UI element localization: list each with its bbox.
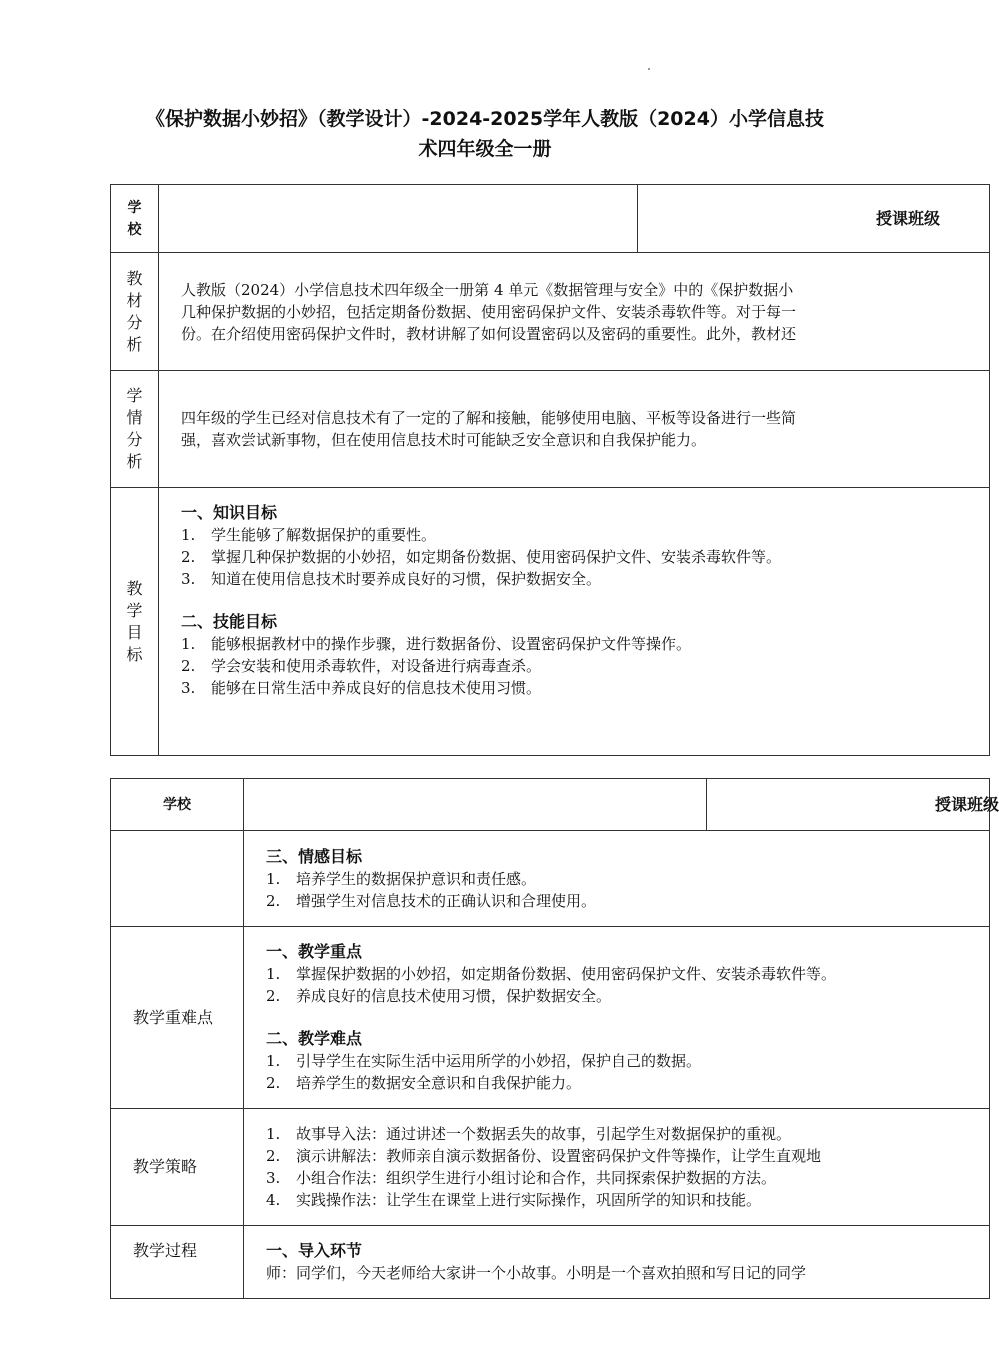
list-item: 2. 掌握几种保护数据的小妙招，如定期备份数据、使用密码保护文件、安装杀毒软件等。	[181, 548, 782, 566]
text-line: 师：同学们，今天老师给大家讲一个小故事。小明是一个喜欢拍照和写日记的同学	[266, 1264, 807, 1282]
list-item: 2. 培养学生的数据安全意识和自我保护能力。	[266, 1074, 582, 1092]
teaching-process-content	[244, 1226, 990, 1299]
textbook-analysis-content	[159, 253, 990, 371]
title-line-1: 《保护数据小妙招》（教学设计）-2024-2025学年人教版（2024）小学信息技	[146, 108, 824, 130]
teaching-goals-content	[159, 488, 990, 756]
emotion-goals-row	[111, 831, 990, 927]
emotion-goals-list	[266, 868, 989, 912]
intro-section-heading: 一、导入环节	[266, 1241, 363, 1260]
key-difficult-points-content	[244, 927, 990, 1109]
list-item: 1. 引导学生在实际生活中运用所学的小妙招，保护自己的数据。	[266, 1052, 702, 1070]
list-item: 2. 学会安装和使用杀毒软件，对设备进行病毒查杀。	[181, 657, 542, 675]
student-analysis-row	[111, 371, 990, 488]
title-line-2: 术四年级全一册	[418, 138, 552, 160]
class-label-2: 授课班级	[707, 779, 990, 831]
knowledge-goals-list	[181, 524, 989, 590]
list-item: 4. 实践操作法：让学生在课堂上进行实际操作，巩固所学的知识和技能。	[266, 1191, 762, 1209]
teaching-goals-row	[111, 488, 990, 756]
textbook-analysis-row	[111, 253, 990, 371]
teaching-goals-label: 教 学 目 标	[111, 488, 159, 756]
teaching-strategy-row	[111, 1109, 990, 1226]
teaching-process-row	[111, 1226, 990, 1299]
emotion-goals-content	[244, 831, 990, 927]
list-item: 3. 小组合作法：组织学生进行小组讨论和合作，共同探索保护数据的方法。	[266, 1169, 777, 1187]
list-item: 1. 故事导入法：通过讲述一个数据丢失的故事，引起学生对数据保护的重视。	[266, 1125, 792, 1143]
emotion-goals-heading: 三、情感目标	[266, 846, 363, 866]
skill-goals-heading: 二、技能目标	[181, 612, 278, 631]
student-analysis-label: 学 情 分 析	[111, 371, 159, 488]
text-line: 几种保护数据的小妙招，包括定期备份数据、使用密码保护文件、安装杀毒软件等。对于每一	[181, 302, 797, 321]
text-line: 四年级的学生已经对信息技术有了一定的了解和接触，能够使用电脑、平板等设备进行一些简	[181, 409, 797, 427]
page-mark	[648, 68, 650, 70]
list-item: 1. 培养学生的数据保护意识和责任感。	[266, 869, 537, 888]
lesson-plan-table-1	[110, 184, 990, 756]
teaching-process-label: 教学过程	[111, 1226, 244, 1299]
skill-goals-list	[181, 633, 989, 699]
difficult-points-heading: 二、教学难点	[266, 1029, 363, 1048]
teaching-strategy-list	[266, 1123, 989, 1211]
school-row	[111, 185, 990, 253]
textbook-analysis-label: 教 材 分 析	[111, 253, 159, 371]
school-value-cell-2	[244, 779, 707, 831]
knowledge-goals-heading: 一、知识目标	[181, 503, 278, 522]
key-points-list	[266, 963, 989, 1007]
list-item: 1. 学生能够了解数据保护的重要性。	[181, 526, 437, 544]
list-item: 2. 演示讲解法：教师亲自演示数据备份、设置密码保护文件等操作，让学生直观地	[266, 1147, 822, 1165]
school-label: 学 校	[111, 185, 159, 253]
emotion-goals-label-cell	[111, 831, 244, 927]
text-line: 强，喜欢尝试新事物，但在使用信息技术时可能缺乏安全意识和自我保护能力。	[181, 431, 707, 449]
teaching-strategy-content	[244, 1109, 990, 1226]
class-label: 授课班级	[638, 185, 990, 253]
list-item: 1. 掌握保护数据的小妙招，如定期备份数据、使用密码保护文件、安装杀毒软件等。	[266, 965, 837, 983]
difficult-points-list	[266, 1050, 989, 1094]
key-points-heading: 一、教学重点	[266, 942, 363, 961]
key-difficult-points-row	[111, 927, 990, 1109]
document-title	[60, 104, 910, 164]
teaching-strategy-label: 教学策略	[111, 1109, 244, 1226]
list-item: 3. 知道在使用信息技术时要养成良好的习惯，保护数据安全。	[181, 570, 602, 588]
list-item: 3. 能够在日常生活中养成良好的信息技术使用习惯。	[181, 679, 542, 697]
school-label-2: 学校	[111, 779, 244, 831]
list-item: 2. 增强学生对信息技术的正确认识和合理使用。	[266, 891, 597, 910]
list-item: 2. 养成良好的信息技术使用习惯，保护数据安全。	[266, 987, 612, 1005]
text-line: 份。在介绍使用密码保护文件时，教材讲解了如何设置密码以及密码的重要性。此外，教材还	[181, 324, 797, 343]
student-analysis-content	[159, 371, 990, 488]
text-line: 人教版（2024）小学信息技术四年级全一册第 4 单元《数据管理与安全》中的《保护数据小	[181, 280, 794, 299]
school-row-2	[111, 779, 990, 831]
school-value-cell	[159, 185, 638, 253]
lesson-plan-table-2	[110, 778, 999, 1299]
list-item: 1. 能够根据教材中的操作步骤，进行数据备份、设置密码保护文件等操作。	[181, 635, 692, 653]
key-difficult-points-label: 教学重难点	[111, 927, 244, 1109]
